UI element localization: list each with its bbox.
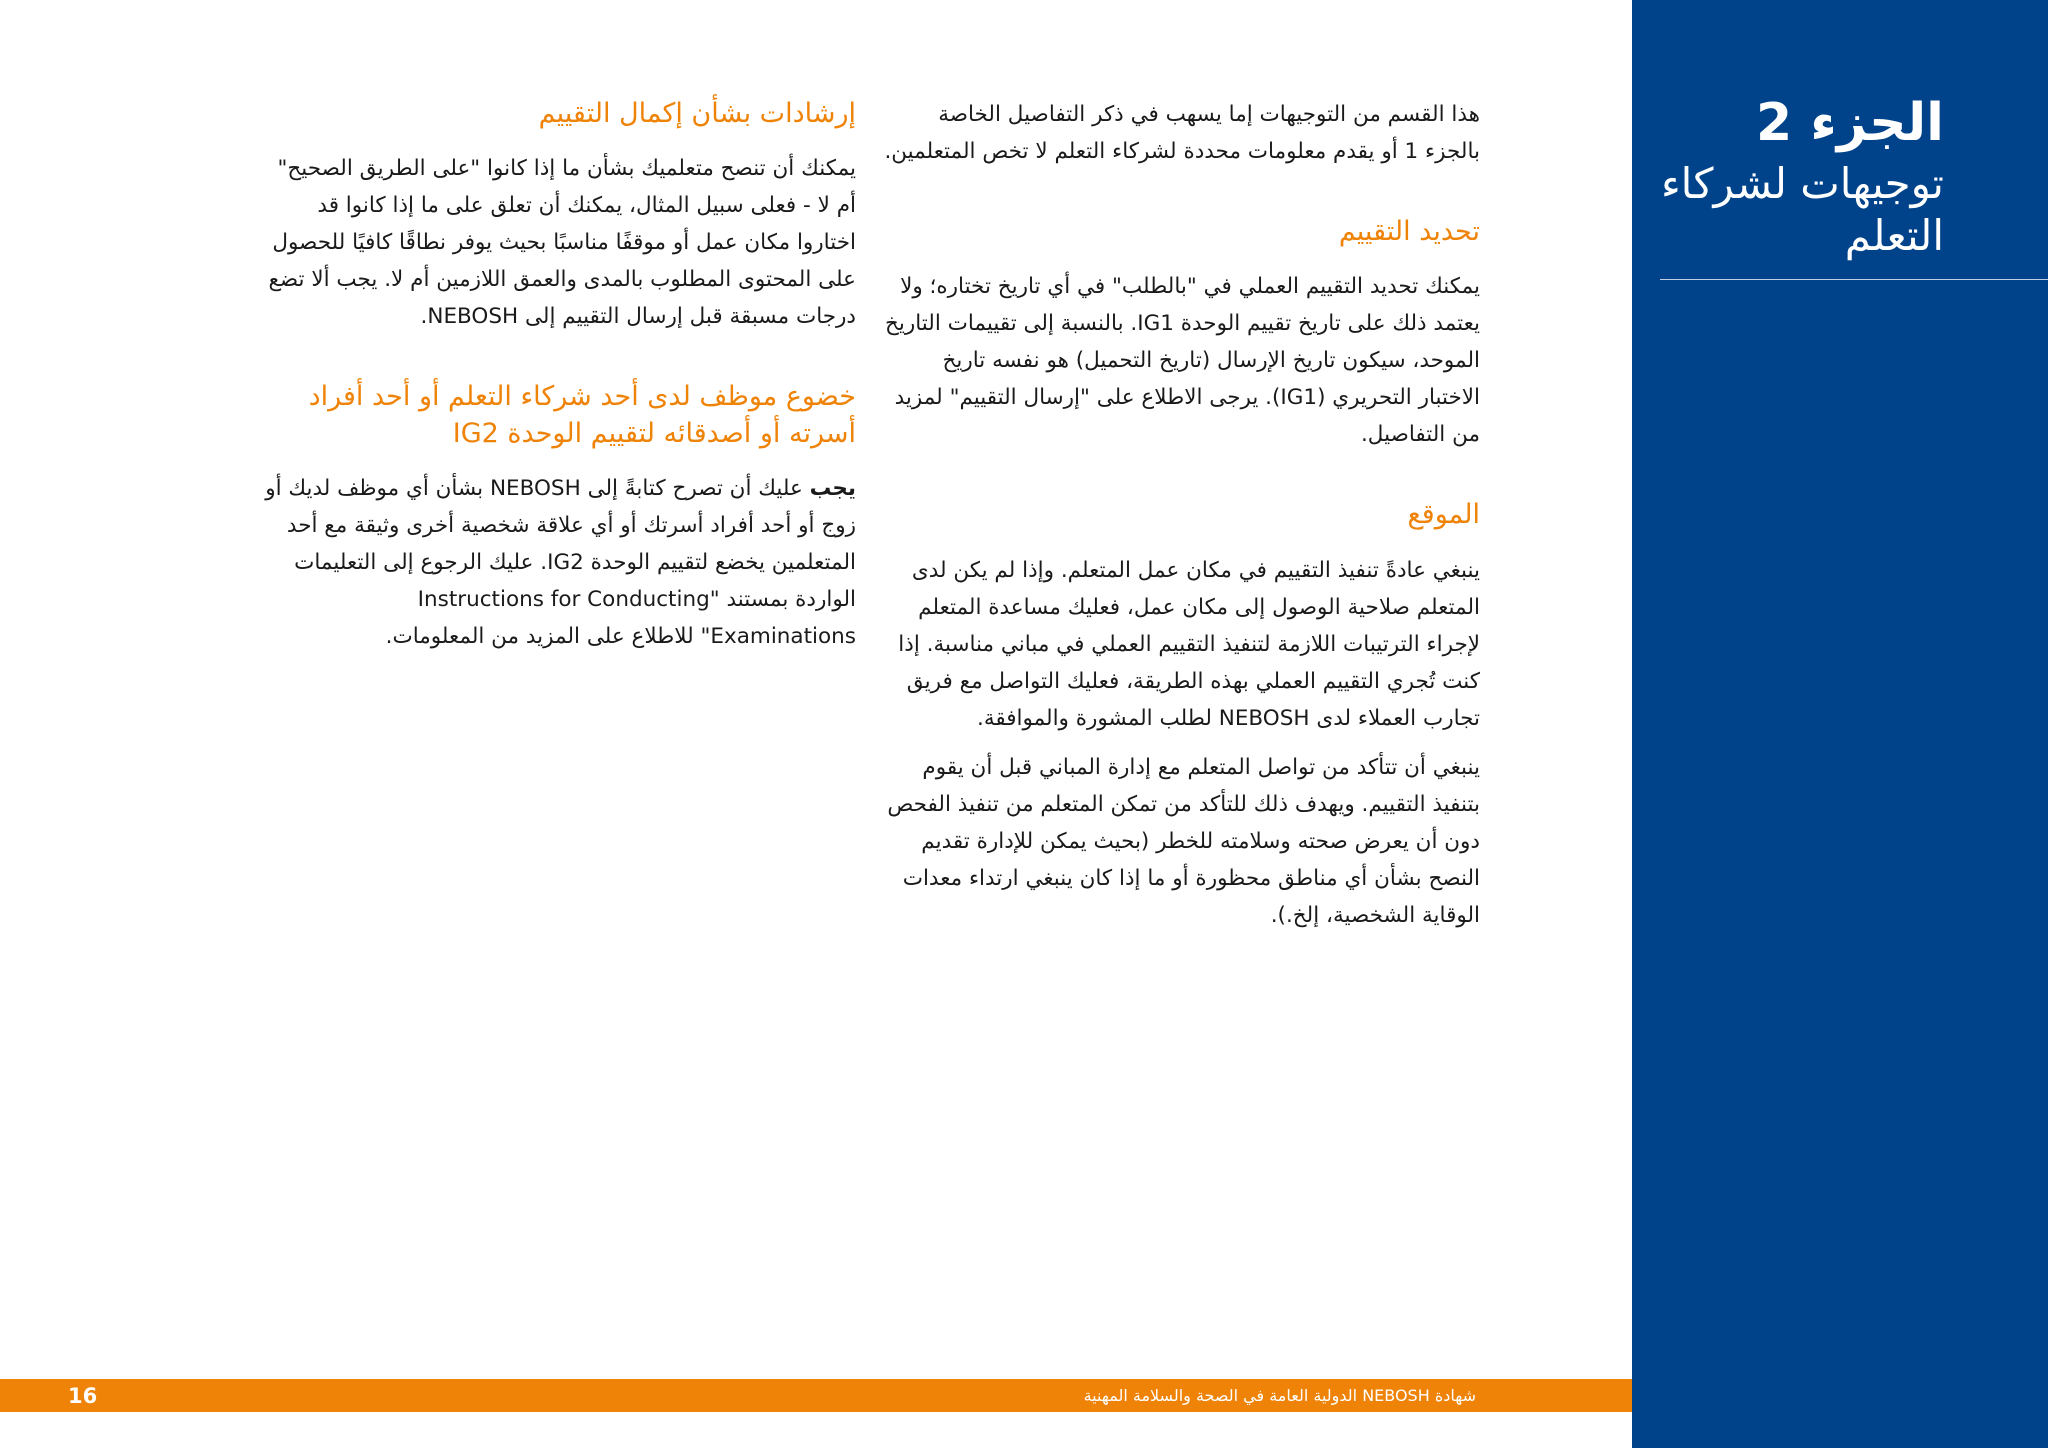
chapter-title: توجيهات لشركاء التعلم <box>1660 159 1944 260</box>
location-heading: الموقع <box>1407 499 1480 531</box>
must-emphasis: يجب <box>809 476 856 502</box>
chapter-sidebar <box>1632 0 2048 1448</box>
page-number: 16 <box>68 1384 98 1408</box>
location-paragraph-1: ينبغي عادةً تنفيذ التقييم في مكان عمل المتعلم. وإذا لم يكن لدى المتعلم صلاحية الوصول إلى مكان عمل، فعليك مساعدة المتعلم لإجراء الترتيبات اللازمة لتنفيذ التقييم العملي في مباني مناسبة. إذا كنت تُجري التقييم العملي بهذه الطريقة، فعليك التواصل مع فريق تجارب العملاء لدى NEBOSH لطلب المشورة والموافقة. <box>898 557 1480 731</box>
relationship-text: عليك أن تصرح كتابةً إلى NEBOSH بشأن أي موظف لديك أو زوج أو أحد أفراد أسرتك أو أي علاقة شخصية أخرى وثيقة مع أحد المتعلمين يخضع لتقييم الوحدة IG2. عليك الرجوع إلى التعليمات الواردة بمستند "Instructions for Conducting Examinations" للاطلاع على المزيد من المعلومات. <box>265 476 856 650</box>
location-paragraph-2: ينبغي أن تتأكد من تواصل المتعلم مع إدارة المباني قبل أن يقوم بتنفيذ التقييم. ويهدف ذلك للتأكد من تمكن المتعلم من تنفيذ الفحص دون أن يعرض صحته وسلامته للخطر (بحيث يمكن للإدارة تقديم النصح بشأن أي مناطق محظورة أو ما إذا كان ينبغي ارتداء معدات الوقاية الشخصية، إلخ.). <box>887 754 1480 928</box>
left-text-column <box>256 96 856 667</box>
sidebar-divider <box>1660 279 2048 280</box>
scheduling-paragraph: يمكنك تحديد التقييم العملي في "بالطلب" في أي تاريخ تختاره؛ ولا يعتمد ذلك على تاريخ تقييم الوحدة IG1. بالنسبة إلى تقييمات التاريخ الموحد، سيكون تاريخ الإرسال (تاريخ التحميل) هو نفسه تاريخ الاختبار التحريري (IG1). يرجى الاطلاع على "إرسال التقييم" لمزيد من التفاصيل. <box>884 274 1480 448</box>
intro-paragraph: هذا القسم من التوجيهات إما يسهب في ذكر التفاصيل الخاصة بالجزء 1 أو يقدم معلومات محددة لشركاء التعلم لا تخص المتعلمين. <box>884 102 1480 164</box>
footer-qualification-title: شهادة NEBOSH الدولية العامة في الصحة والسلامة المهنية <box>1083 1386 1476 1405</box>
right-text-column <box>880 96 1480 946</box>
footer-bar <box>0 1379 1632 1412</box>
guidance-heading: إرشادات بشأن إكمال التقييم <box>538 98 856 129</box>
relationship-paragraph <box>256 470 856 655</box>
scheduling-heading: تحديد التقييم <box>1338 216 1480 247</box>
guidance-paragraph: يمكنك أن تنصح متعلميك بشأن ما إذا كانوا "على الطريق الصحيح" أم لا - فعلى سبيل المثال، يمكنك أن تعلق على ما إذا كانوا قد اختاروا مكان عمل أو موقفًا مناسبًا بحيث يوفر نطاقًا كافيًا للحصول على المحتوى المطلوب بالمدى والعمق اللازمين أم لا. يجب ألا تضع درجات مسبقة قبل إرسال التقييم إلى NEBOSH. <box>268 156 856 330</box>
relationship-heading: خضوع موظف لدى أحد شركاء التعلم أو أحد أفراد أسرته أو أصدقائه لتقييم الوحدة IG2 <box>308 381 856 449</box>
part-label: الجزء 2 <box>1755 93 1944 153</box>
